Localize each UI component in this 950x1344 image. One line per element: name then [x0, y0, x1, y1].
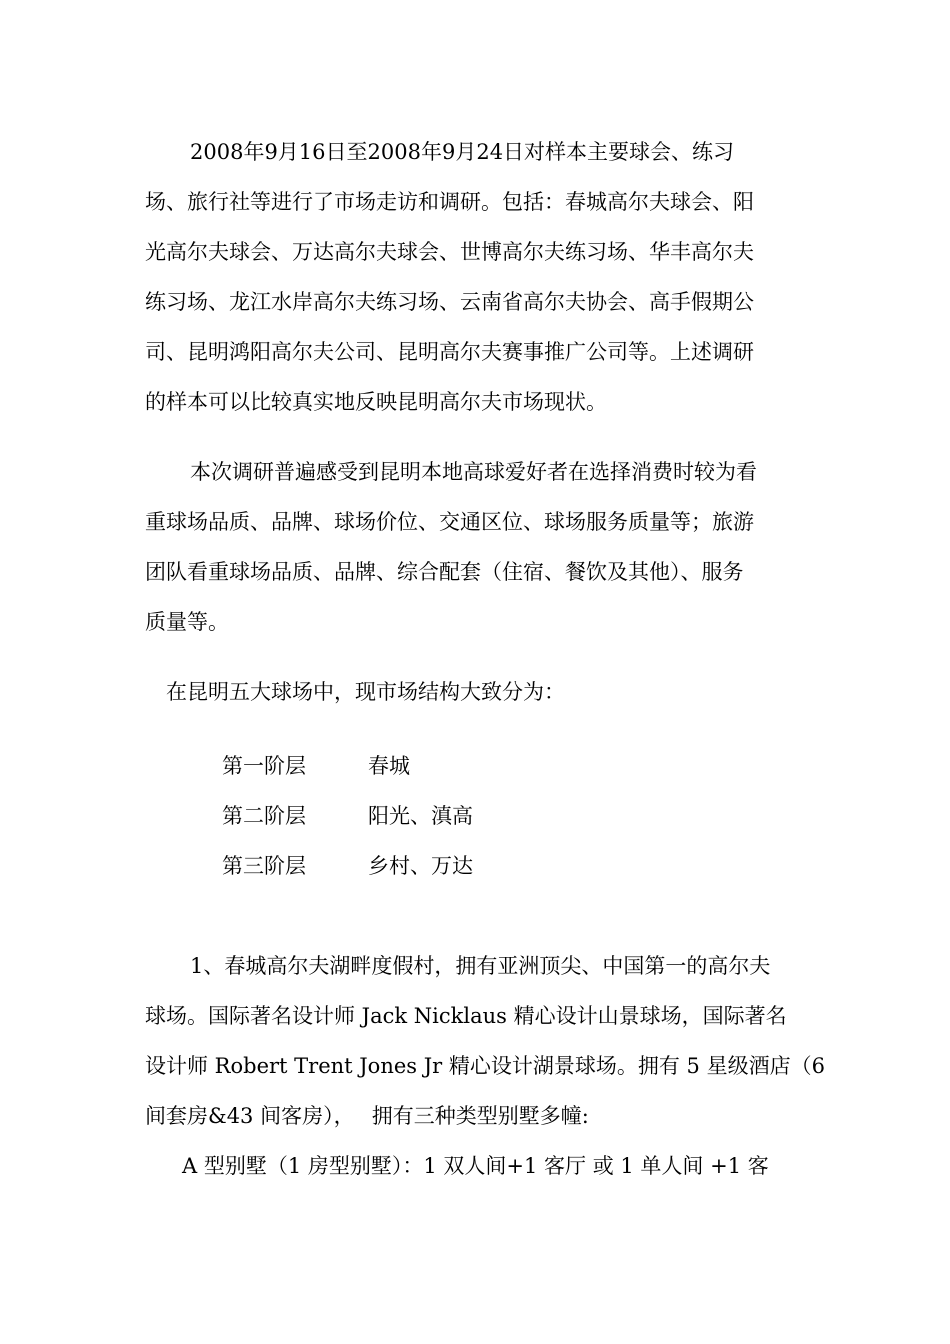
- para4-line5: A 型别墅（1 房型别墅）：1 双人间+1 客厅 或 1 单人间 +1 客: [182, 1154, 769, 1178]
- tier-3-name: 第三阶层: [222, 854, 306, 878]
- tier-1-name: 第一阶层: [222, 754, 306, 778]
- para1-line4: 练习场、龙江水岸高尔夫练习场、云南省高尔夫协会、高手假期公: [145, 290, 754, 314]
- para4-line2: 球场。国际著名设计师 Jack Nicklaus 精心设计山景球场，国际著名: [145, 1004, 787, 1028]
- para2-line2: 重球场品质、品牌、球场价位、交通区位、球场服务质量等；旅游: [145, 510, 754, 534]
- para1-line1: 2008年9月16日至2008年9月24日对样本主要球会、练习: [190, 140, 735, 164]
- tier-2-name: 第二阶层: [222, 804, 306, 828]
- para4-line1: 1、春城高尔夫湖畔度假村，拥有亚洲顶尖、中国第一的高尔夫: [190, 954, 771, 978]
- para1-line2: 场、旅行社等进行了市场走访和调研。包括：春城高尔夫球会、阳: [145, 190, 754, 214]
- para4-line3: 设计师 Robert Trent Jones Jr 精心设计湖景球场。拥有 5 星级酒店（6: [145, 1054, 825, 1078]
- para1-line3: 光高尔夫球会、万达高尔夫球会、世博高尔夫练习场、华丰高尔夫: [145, 240, 754, 264]
- tier-1-value: 春城: [368, 754, 410, 778]
- para4-line4: 间套房&43 间客房）， 拥有三种类型别墅多幢:: [145, 1104, 589, 1128]
- tier-3-value: 乡村、万达: [368, 854, 473, 878]
- tier-2-value: 阳光、滇高: [368, 804, 473, 828]
- para3-line: 在昆明五大球场中，现市场结构大致分为：: [166, 680, 565, 704]
- para2-line3: 团队看重球场品质、品牌、综合配套（住宿、餐饮及其他）、服务: [145, 560, 744, 584]
- para2-line4: 质量等。: [145, 610, 229, 634]
- para2-line1: 本次调研普遍感受到昆明本地高球爱好者在选择消费时较为看: [190, 460, 757, 484]
- para1-line5: 司、昆明鸿阳高尔夫公司、昆明高尔夫赛事推广公司等。上述调研: [145, 340, 754, 364]
- para1-line6: 的样本可以比较真实地反映昆明高尔夫市场现状。: [145, 390, 607, 414]
